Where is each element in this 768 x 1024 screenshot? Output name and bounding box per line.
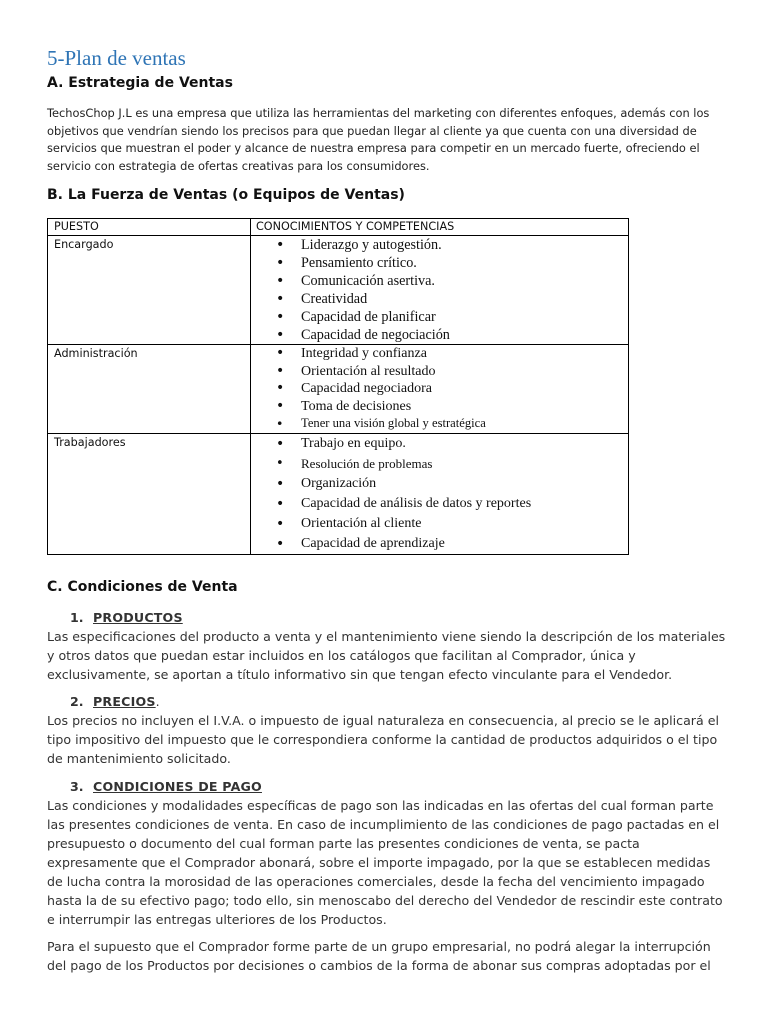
paragraph-line: Las especificaciones del producto a venta y el mantenimiento viene siendo la descripción de los materiales [47,629,726,644]
paragraph-line: tipo impositivo del impuesto que le correspondiera conforme la cantidad de productos adquiridos o el tipo [47,732,718,747]
label-suffix: . [155,694,160,709]
competencias-cell [251,433,629,554]
table-header-row [48,219,629,236]
list-item: • Pensamiento crítico. [251,254,628,272]
condition-paragraph-pago [47,796,727,929]
list-number: 2. [70,694,84,709]
table-row [48,345,629,434]
list-number: 3. [70,779,84,794]
condition-paragraph-precios [47,711,727,768]
paragraph-line: y otros datos que puedan estar incluidos en los catálogos que facilitan al Comprador, única y [47,648,636,663]
paragraph-line: del pago de los Productos por decisiones o cambios de la forma de abonar sus compras adoptadas por el [47,958,711,973]
paragraph-line: las presentes condiciones de venta. En caso de incumplimiento de las condiciones de pago pactadas en el [47,817,720,832]
paragraph-line: de mantenimiento solicitado. [47,751,231,766]
list-number: 1. [70,610,84,625]
condition-label: CONDICIONES DE PAGO [93,779,262,794]
puesto-label: Encargado [54,238,114,251]
condition-heading-pago [70,779,262,794]
header-label: PUESTO [54,220,99,233]
list-item: • Integridad y confianza [251,345,628,363]
skills-list [251,434,628,554]
condition-label: PRECIOS [93,694,156,709]
competencias-cell [251,345,629,434]
list-item: • Creatividad [251,290,628,308]
condition-label: PRODUCTOS [93,610,183,625]
list-item: • Orientación al cliente [251,514,628,534]
header-label: CONOCIMIENTOS Y COMPETENCIAS [256,220,455,233]
list-item: • Capacidad de planificar [251,308,628,326]
list-item: • Liderazgo y autogestión. [251,236,628,254]
skills-list [251,236,628,344]
paragraph-line: presupuesto o documento del cual forman parte las presentes condiciones de venta, se pacta [47,836,640,851]
skills-list [251,345,628,433]
puesto-cell [48,236,251,345]
paragraph-line: Los precios no incluyen el I.V.A. o impuesto de igual naturaleza en consecuencia, al precio se le aplicará el [47,713,719,728]
paragraph-line: expresamente que el Comprador abonará, sobre el importe impagado, por la que se establecen medidas [47,855,711,870]
paragraph-line: objetivos que vendrían siendo los precisos para que puedan llegar al cliente ya que cuenta con una diversidad de [47,123,697,138]
list-item: • Comunicación asertiva. [251,272,628,290]
page-title: 5-Plan de ventas [47,46,186,70]
condition-heading-productos [70,610,183,625]
section-a-paragraph [47,105,727,175]
table-row [48,433,629,554]
paragraph-line: e interrumpir las entregas ulteriores de los Productos. [47,912,387,927]
paragraph-line: servicios que muestran el poder y alcance de nuestra empresa para competir en un mercado fuerte, ofreciendo el [47,141,700,155]
table-row [48,236,629,345]
competencias-cell [251,236,629,345]
condition-paragraph-productos [47,627,727,684]
list-item: • Tener una visión global y estratégica [251,415,628,433]
paragraph-line: Para el supuesto que el Comprador forme parte de un grupo empresarial, no podrá alegar la interrupción [47,939,711,954]
list-item: • Organización [251,474,628,494]
list-item: • Capacidad de negociación [251,326,628,344]
list-item: • Orientación al resultado [251,363,628,381]
list-item: • Capacidad de aprendizaje [251,534,628,554]
paragraph-line: hasta la de su efectivo pago; todo ello, sin menoscabo del derecho del Vendedor de rescindir este contrato [47,893,723,908]
paragraph-line: exclusivamente, se aportan a título informativo sin que tengan efecto vinculante para el Vendedor. [47,667,673,682]
list-item: • Capacidad de análisis de datos y reportes [251,494,628,514]
paragraph-line: de lucha contra la morosidad de las operaciones comerciales, desde la fecha del vencimiento impagado [47,874,705,889]
sales-force-table [47,218,629,555]
list-item: • Resolución de problemas [251,454,628,474]
puesto-label: Trabajadores [54,435,126,449]
puesto-label: Administración [54,347,138,360]
puesto-cell [48,345,251,434]
section-a-heading: A. Estrategia de Ventas [47,75,233,91]
puesto-cell [48,433,251,554]
condition-heading-precios [70,694,160,709]
section-b-heading: B. La Fuerza de Ventas (o Equipos de Ventas) [47,187,405,203]
list-item: • Trabajo en equipo. [251,434,628,454]
list-item: • Toma de decisiones [251,398,628,416]
header-cell-puesto [48,219,251,236]
paragraph-line: Las condiciones y modalidades específicas de pago son las indicadas en las ofertas del cual forman parte [47,798,714,813]
paragraph-line: TechosChop J.L es una empresa que utiliza las herramientas del marketing con diferentes enfoques, además con los [47,106,710,120]
section-c-heading: C. Condiciones de Venta [47,579,238,595]
closing-paragraph [47,937,727,975]
paragraph-line: servicio con estrategia de ofertas creativas para los consumidores. [47,158,430,173]
header-cell-competencias [251,219,629,236]
list-item: • Capacidad negociadora [251,380,628,398]
